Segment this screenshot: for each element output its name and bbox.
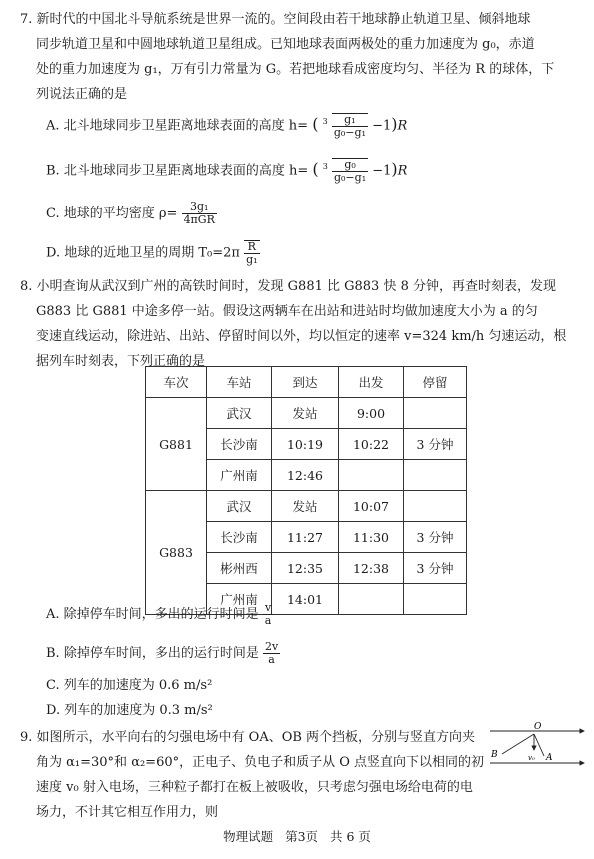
fraction: $\frac{\text{g₁}}{\text{g₀−g₁}}$ — [333, 113, 366, 139]
table-cell: 广州南 — [207, 460, 272, 491]
table-row — [146, 491, 467, 522]
q8-stem-line: 8. 小明查询从武汉到广州的高铁时间时，发现 G881 比 G883 快 8 分钟，再查时刻表，发现 — [20, 279, 556, 294]
cube-root — [332, 113, 368, 139]
square-root — [244, 240, 259, 266]
table-cell: 武汉 — [207, 491, 272, 522]
table-cell — [404, 491, 467, 522]
footer-total: 共 6 页 — [330, 829, 371, 844]
footer-page: 第3页 — [285, 829, 319, 844]
header-train: 车次 — [146, 367, 207, 398]
q9-stem-line: 速度 v₀ 射入电场，三种粒子都打在板上被吸收，只考虑匀强电场给电荷的电 — [36, 780, 473, 795]
label-v0: v₀ — [528, 754, 535, 762]
fraction: $\frac{\text{3g₁}}{\text{4πGR}}$ — [183, 200, 215, 226]
train-timetable — [145, 366, 467, 615]
table-cell: 长沙南 — [207, 429, 272, 460]
q7-stem-line: 列说法正确的是 — [36, 87, 128, 102]
train-name: G883 — [146, 491, 207, 615]
table-cell: 10:07 — [339, 491, 404, 522]
table-cell: 3 分钟 — [404, 522, 467, 553]
table-row — [146, 398, 467, 429]
table-cell — [404, 398, 467, 429]
q7-option-c: C. 地球的平均密度 ρ= $\frac{\text{3g₁}}{\text{4πGR}}$ — [46, 200, 215, 226]
table-cell — [339, 584, 404, 615]
table-cell: 长沙南 — [207, 522, 272, 553]
fraction: $\frac{v}{a}$ — [264, 601, 272, 627]
train-name: G881 — [146, 398, 207, 491]
q7-option-a: A. 北斗地球同步卫星距离地球表面的高度 h= ( $^3$ $\frac{\text{g₁}}{\text{g₀−g₁}}$ −1)R — [46, 113, 408, 139]
page-footer — [0, 827, 594, 845]
table-cell: 3 分钟 — [404, 429, 467, 460]
plate-oa — [534, 734, 544, 756]
table-cell: 彬州西 — [207, 553, 272, 584]
q7-option-a-text: A. 北斗地球同步卫星距离地球表面的高度 h= — [46, 118, 309, 134]
q9-figure — [488, 722, 588, 772]
root-index: 3 — [322, 162, 328, 172]
q7-option-d: D. 地球的近地卫星的周期 T₀=2π $\frac{R}{\text{g₁}}$ — [46, 240, 258, 266]
table-cell — [404, 584, 467, 615]
q7-option-a-formula: ( — [312, 114, 319, 134]
label-o: O — [534, 722, 542, 732]
header-station: 车站 — [207, 367, 272, 398]
q8-stem-line: G883 比 G881 中途多停一站。假设这两辆车在出站和进站时均做加速度大小为 a 的匀 — [36, 304, 538, 319]
q8-option-b: B. 除掉停车时间，多出的运行时间是 $\frac{2v}{a}$ — [46, 640, 279, 666]
table-cell: 武汉 — [207, 398, 272, 429]
fraction: $\frac{\text{g₀}}{\text{g₀−g₁}}$ — [333, 158, 367, 184]
q7-option-b-text: B. 北斗地球同步卫星距离地球表面的高度 h= — [46, 163, 309, 179]
table-header-row — [146, 367, 467, 398]
q8-option-d: D. 列车的加速度为 0.3 m/s² — [46, 703, 213, 718]
header-depart: 出发 — [339, 367, 404, 398]
q8-option-c: C. 列车的加速度为 0.6 m/s² — [46, 678, 213, 693]
table-cell: 11:30 — [339, 522, 404, 553]
table-cell: 12:35 — [272, 553, 339, 584]
q8-stem-line: 据列车时刻表，下列正确的是 — [36, 354, 206, 369]
label-a: A — [546, 753, 553, 763]
table-cell — [404, 460, 467, 491]
table-cell: 12:46 — [272, 460, 339, 491]
q9-stem-line: 场力，不计其它相互作用力，则 — [36, 805, 219, 820]
table-cell: 11:27 — [272, 522, 339, 553]
table-cell: 14:01 — [272, 584, 339, 615]
q7-option-b: B. 北斗地球同步卫星距离地球表面的高度 h= ( $^3$ $\frac{\text{g₀}}{\text{g₀−g₁}}$ −1)R — [46, 158, 408, 184]
footer-title: 物理试题 — [223, 829, 274, 844]
table-cell: 3 分钟 — [404, 553, 467, 584]
q8-option-a: A. 除掉停车时间，多出的运行时间是 $\frac{v}{a}$ — [46, 601, 272, 627]
label-b: B — [491, 750, 498, 760]
table-cell: 9:00 — [339, 398, 404, 429]
fraction: $\frac{2v}{a}$ — [264, 640, 279, 666]
q7-stem-line: 7. 新时代的中国北斗导航系统是世界一流的。空间段由若干地球静止轨道卫星、倾斜地球 — [20, 12, 531, 27]
root-index: 3 — [322, 117, 328, 127]
table-cell: 广州南 — [207, 584, 272, 615]
table-cell: 10:22 — [339, 429, 404, 460]
table-cell: 12:38 — [339, 553, 404, 584]
table-cell: 10:19 — [272, 429, 339, 460]
table-cell: 发站 — [272, 491, 339, 522]
q9-stem-line: 9. 如图所示，水平向右的匀强电场中有 OA、OB 两个挡板，分别与竖直方向夹 — [20, 730, 476, 745]
plate-ob — [502, 734, 534, 754]
q7-stem-line: 同步轨道卫星和中圆地球轨道卫星组成。已知地球表面两极处的重力加速度为 g₀，赤道 — [36, 37, 535, 52]
q9-stem-line: 角为 α₁=30°和 α₂=60°，正电子、负电子和质子从 O 点竖直向下以相同的初 — [36, 755, 485, 770]
q7-stem-line: 处的重力加速度为 g₁，万有引力常量为 G。若把地球看成密度均匀、半径为 R 的球体，下 — [36, 62, 555, 77]
header-stop: 停留 — [404, 367, 467, 398]
table-cell: 发站 — [272, 398, 339, 429]
header-arrive: 到达 — [272, 367, 339, 398]
cube-root — [332, 158, 368, 184]
q8-stem-line: 变速直线运动，除进站、出站、停留时间以外，均以恒定的速率 v=324 km/h 匀速运动，根 — [36, 329, 567, 344]
table-cell — [339, 460, 404, 491]
fraction: $\frac{R}{\text{g₁}}$ — [246, 240, 258, 266]
